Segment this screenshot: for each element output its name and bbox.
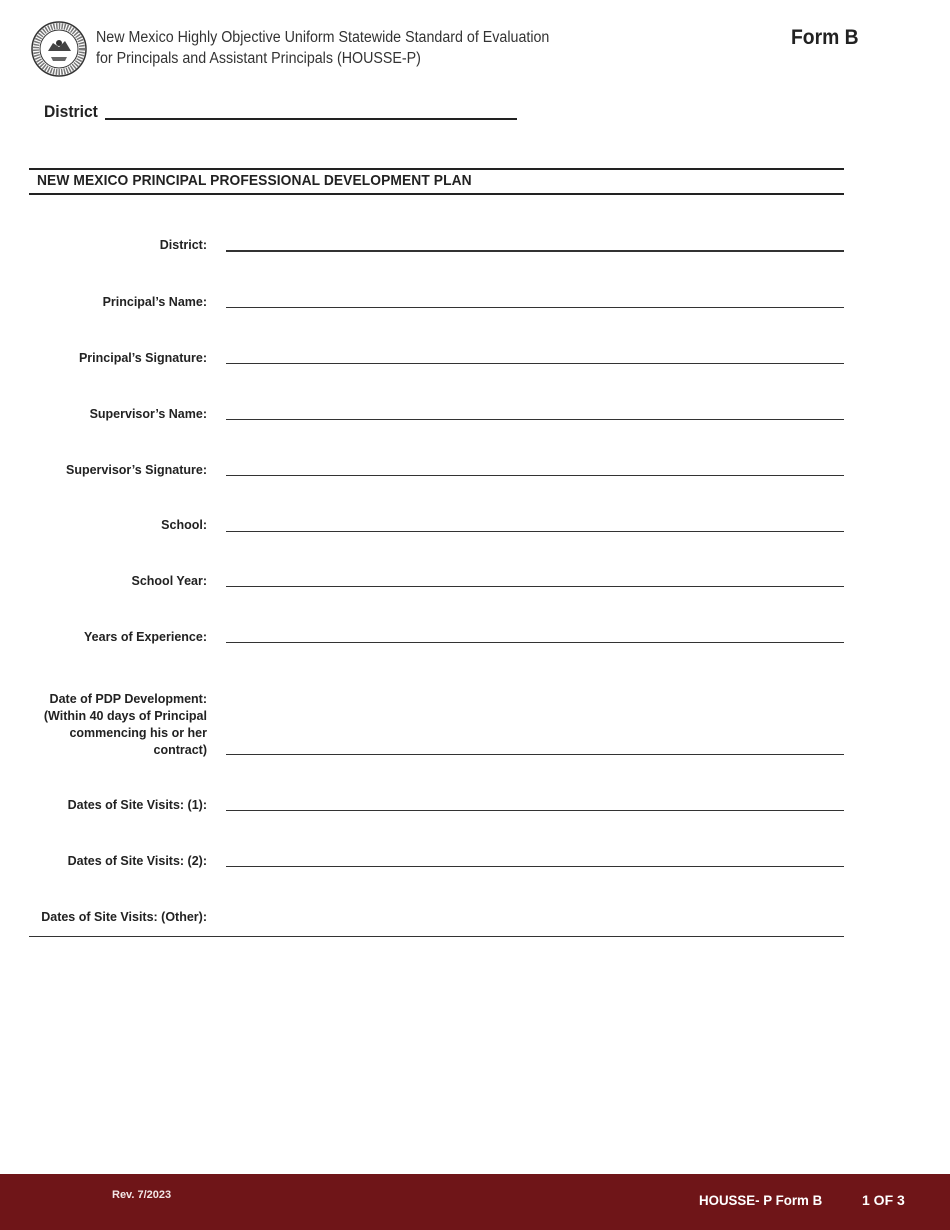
field-label-principal-signature: Principal’s Signature:: [78, 351, 207, 365]
plan-heading-bottom-rule: [29, 193, 844, 195]
field-line-site-visit-other[interactable]: [29, 936, 844, 937]
field-line-site-visit-1[interactable]: [226, 810, 844, 811]
field-label-site-visit-1: Dates of Site Visits: (1):: [67, 798, 207, 812]
plan-heading-top-rule: [29, 168, 844, 170]
field-line-principal-name[interactable]: [226, 307, 844, 308]
footer-form-label: HOUSSE- P Form B: [699, 1192, 823, 1208]
field-line-supervisor-signature[interactable]: [226, 475, 844, 476]
district-top-label: District: [44, 102, 98, 121]
field-line-supervisor-name[interactable]: [226, 419, 844, 420]
footer-page-number: 1 OF 3: [862, 1192, 905, 1208]
header-title-line1: New Mexico Highly Objective Uniform Statewide Standard of Evaluation: [96, 29, 550, 46]
field-label-years-experience: Years of Experience:: [84, 630, 207, 644]
form-code: Form B: [791, 26, 859, 49]
field-line-principal-signature[interactable]: [226, 363, 844, 364]
state-seal-icon: [31, 21, 87, 77]
field-line-site-visit-2[interactable]: [226, 866, 844, 867]
field-line-years-experience[interactable]: [226, 642, 844, 643]
field-label-pdp-date: Date of PDP Development: (Within 40 days of Principal commencing his or her contract): [43, 692, 207, 757]
plan-title: NEW MEXICO PRINCIPAL PROFESSIONAL DEVELOPMENT PLAN: [37, 172, 472, 189]
field-label-district: District:: [159, 238, 207, 252]
field-label-supervisor-name: Supervisor’s Name:: [89, 407, 207, 421]
header-title-line2: for Principals and Assistant Principals (HOUSSE-P): [96, 50, 421, 67]
footer-bar: [0, 1174, 950, 1230]
field-label-principal-name: Principal’s Name:: [102, 295, 207, 309]
field-line-school[interactable]: [226, 531, 844, 532]
field-label-school: School:: [161, 518, 207, 532]
field-label-school-year: School Year:: [131, 574, 207, 588]
footer-revision: Rev. 7/2023: [112, 1189, 172, 1201]
document-header-title: [96, 27, 549, 69]
field-line-school-year[interactable]: [226, 586, 844, 587]
district-top-input-line[interactable]: [105, 118, 517, 120]
field-label-site-visit-2: Dates of Site Visits: (2):: [67, 854, 207, 868]
field-label-supervisor-signature: Supervisor’s Signature:: [65, 463, 207, 477]
field-label-site-visit-other: Dates of Site Visits: (Other):: [41, 910, 207, 924]
field-line-district[interactable]: [226, 250, 844, 252]
field-line-pdp-date[interactable]: [226, 754, 844, 755]
